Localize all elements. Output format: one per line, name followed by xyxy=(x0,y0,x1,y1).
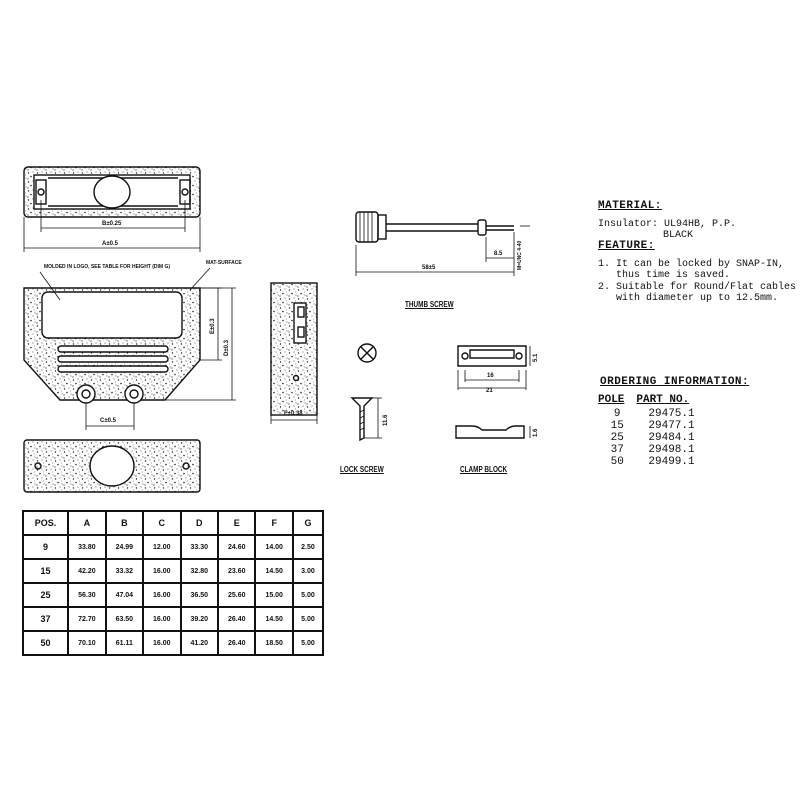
ordering-row xyxy=(598,456,701,468)
insulator-color: BLACK xyxy=(663,230,694,241)
dim-d-label: D±0.3 xyxy=(224,340,230,356)
dimension-table xyxy=(22,510,324,656)
table-cell: 33.80 xyxy=(68,535,105,559)
thumb-screw-caption: THUMB SCREW xyxy=(405,300,454,309)
pole-cell: 25 xyxy=(610,432,624,444)
table-row xyxy=(23,535,323,559)
table-cell: 5.00 xyxy=(293,607,323,631)
thumb-screw-drawing xyxy=(356,212,530,276)
clamp-block-drawing xyxy=(456,346,530,438)
thumb-85-label: 8.5 xyxy=(494,251,503,257)
pos-cell: 25 xyxy=(23,583,68,607)
clamp-21-label: 21 xyxy=(486,388,493,394)
table-cell: 16.00 xyxy=(143,559,180,583)
table-cell: 36.50 xyxy=(181,583,218,607)
pole-header: POLE xyxy=(598,394,625,406)
feature-line-1: 1. It can be locked by SNAP-IN, xyxy=(598,259,785,270)
header-g: G xyxy=(293,511,323,535)
table-row xyxy=(23,607,323,631)
part-no-cell: 29484.1 xyxy=(648,432,695,444)
clamp-51-label: 5.1 xyxy=(533,353,539,362)
table-cell: 3.00 xyxy=(293,559,323,583)
table-cell: 18.50 xyxy=(255,631,292,655)
table-row xyxy=(23,559,323,583)
dim-a-label: A±0.5 xyxy=(102,241,118,247)
material-heading: MATERIAL: xyxy=(598,200,662,212)
header-b: B xyxy=(106,511,143,535)
thumb-length-label: 58±5 xyxy=(422,265,436,271)
pole-cell: 9 xyxy=(613,408,621,420)
ordering-heading: ORDERING INFORMATION: xyxy=(600,376,750,388)
table-cell: 15.00 xyxy=(255,583,292,607)
part-no-cell: 29475.1 xyxy=(648,408,695,420)
part-no-header: PART NO. xyxy=(636,394,690,406)
pos-cell: 15 xyxy=(23,559,68,583)
pos-cell: 50 xyxy=(23,631,68,655)
pos-cell: 37 xyxy=(23,607,68,631)
table-cell: 5.00 xyxy=(293,631,323,655)
lock-screw-caption: LOCK SCREW xyxy=(340,465,384,474)
top-view xyxy=(24,167,200,252)
feature-line-2: thus time is saved. xyxy=(598,270,731,281)
dim-f-label: F±0.38 xyxy=(284,411,303,417)
table-row xyxy=(23,583,323,607)
header-c: C xyxy=(143,511,180,535)
feature-heading: FEATURE: xyxy=(598,240,655,252)
molded-note: MOLDED IN LOGO, SEE TABLE FOR HEIGHT (DIM G) xyxy=(44,264,171,270)
table-cell: 33.32 xyxy=(106,559,143,583)
mat-surface-note: MAT-SURFACE xyxy=(206,260,242,266)
front-view xyxy=(24,268,236,430)
side-view xyxy=(271,283,317,424)
part-no-cell: 29477.1 xyxy=(648,420,695,432)
dimension-header-row xyxy=(23,511,323,535)
lock-screw-drawing xyxy=(352,344,382,440)
ordering-table xyxy=(598,392,701,468)
pole-cell: 50 xyxy=(610,456,624,468)
table-cell: 72.70 xyxy=(68,607,105,631)
ordering-row xyxy=(598,444,701,456)
table-cell: 16.00 xyxy=(143,631,180,655)
table-cell: 56.30 xyxy=(68,583,105,607)
pole-cell: 15 xyxy=(610,420,624,432)
table-cell: 41.20 xyxy=(181,631,218,655)
header-a: A xyxy=(68,511,105,535)
bottom-view xyxy=(24,440,200,492)
table-cell: 24.99 xyxy=(106,535,143,559)
table-cell: 70.10 xyxy=(68,631,105,655)
table-cell: 24.60 xyxy=(218,535,255,559)
part-no-cell: 29498.1 xyxy=(648,444,695,456)
dim-b-label: B±0.25 xyxy=(102,221,122,227)
table-cell: 14.50 xyxy=(255,559,292,583)
feature-line-3: 2. Suitable for Round/Flat cables xyxy=(598,282,797,293)
header-pos: POS. xyxy=(23,511,68,535)
table-cell: 23.60 xyxy=(218,559,255,583)
feature-line-4: with diameter up to 12.5mm. xyxy=(598,293,779,304)
dim-c-label: C±0.5 xyxy=(100,418,116,424)
table-cell: 33.30 xyxy=(181,535,218,559)
table-cell: 32.80 xyxy=(181,559,218,583)
clamp-thickness-label: 1.6 xyxy=(533,428,539,437)
table-cell: 63.50 xyxy=(106,607,143,631)
table-row xyxy=(23,631,323,655)
ordering-row xyxy=(598,420,701,432)
table-cell: 5.00 xyxy=(293,583,323,607)
clamp-block-caption: CLAMP BLOCK xyxy=(460,465,508,474)
thumb-thread-label: M=UNC 4-40 xyxy=(517,240,523,270)
table-cell: 12.00 xyxy=(143,535,180,559)
table-cell: 61.11 xyxy=(106,631,143,655)
part-no-cell: 29499.1 xyxy=(648,456,695,468)
lock-screw-116-label: 11.6 xyxy=(383,414,389,426)
table-cell: 47.04 xyxy=(106,583,143,607)
table-cell: 26.40 xyxy=(218,631,255,655)
ordering-row xyxy=(598,408,701,420)
table-cell: 14.00 xyxy=(255,535,292,559)
table-cell: 39.20 xyxy=(181,607,218,631)
pos-cell: 9 xyxy=(23,535,68,559)
pole-cell: 37 xyxy=(610,444,624,456)
ordering-row xyxy=(598,432,701,444)
table-cell: 14.50 xyxy=(255,607,292,631)
dim-e-label: E±0.3 xyxy=(210,318,216,334)
header-d: D xyxy=(181,511,218,535)
insulator-line: Insulator: UL94HB, P.P. xyxy=(598,219,737,230)
table-cell: 16.00 xyxy=(143,583,180,607)
table-cell: 26.40 xyxy=(218,607,255,631)
clamp-16-label: 16 xyxy=(487,373,494,379)
table-cell: 25.60 xyxy=(218,583,255,607)
table-cell: 42.20 xyxy=(68,559,105,583)
header-e: E xyxy=(218,511,255,535)
header-f: F xyxy=(255,511,292,535)
table-cell: 16.00 xyxy=(143,607,180,631)
table-cell: 2.50 xyxy=(293,535,323,559)
